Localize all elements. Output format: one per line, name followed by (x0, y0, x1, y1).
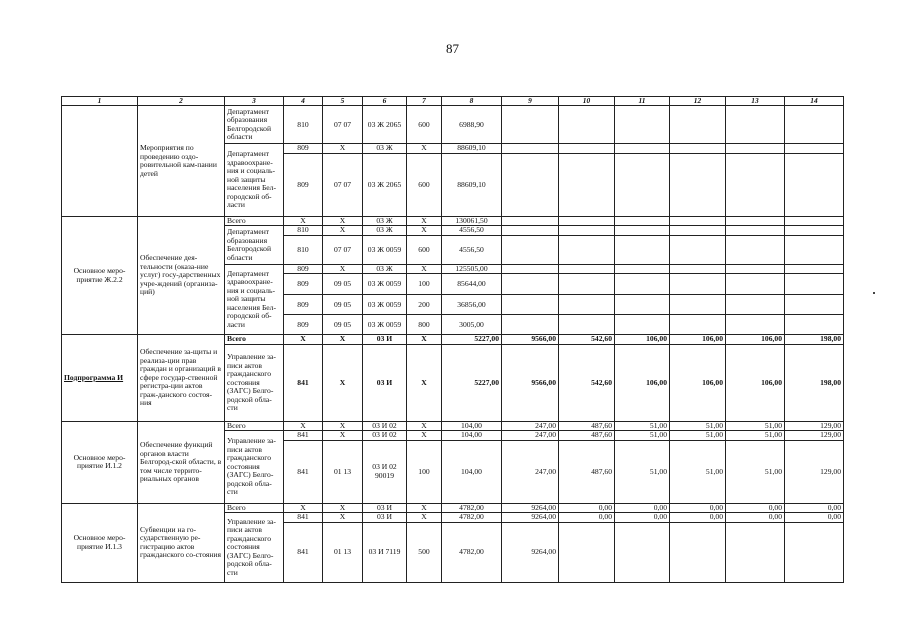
row-code-cell: 03 И (363, 335, 407, 345)
row-code-cell: X (407, 503, 442, 513)
row-value-cell (615, 274, 670, 295)
row-value-cell (559, 295, 615, 315)
row-org-cell: Департамент образования Белгородской области (225, 226, 284, 265)
row-value-cell: 51,00 (670, 431, 726, 441)
header-cell: 11 (615, 97, 670, 106)
row-value-cell (785, 235, 844, 264)
row-value-cell: 198,00 (785, 335, 844, 345)
row-code-cell: 03 И (363, 513, 407, 523)
row-code-cell: 09 05 (323, 274, 363, 295)
row-org-cell: Всего (225, 421, 284, 431)
row-code-cell: 200 (407, 295, 442, 315)
row-value-cell (726, 522, 785, 582)
row-value-cell: 129,00 (785, 431, 844, 441)
row-value-cell: 106,00 (726, 344, 785, 421)
row-value-cell (502, 274, 559, 295)
header-cell: 8 (442, 97, 502, 106)
row-value-cell (615, 264, 670, 274)
row-value-cell (726, 295, 785, 315)
row-value-cell: 5227,00 (442, 344, 502, 421)
row-code-cell: 500 (407, 522, 442, 582)
row-value-cell (785, 144, 844, 154)
row-value-cell: 51,00 (615, 431, 670, 441)
row-value-cell: 487,60 (559, 431, 615, 441)
row-value-cell (559, 315, 615, 335)
row-value-cell (726, 235, 785, 264)
row-code-cell: X (323, 431, 363, 441)
row-section-cell (62, 106, 138, 217)
row-value-cell: 0,00 (615, 503, 670, 513)
row-value-cell: 4556,50 (442, 226, 502, 236)
row-value-cell: 0,00 (559, 513, 615, 523)
row-code-cell: 03 И 02 (363, 431, 407, 441)
row-code-cell: 03 Ж 0059 (363, 274, 407, 295)
row-code-cell: X (284, 503, 323, 513)
row-value-cell (670, 274, 726, 295)
row-org-cell: Всего (225, 335, 284, 345)
row-value-cell (502, 295, 559, 315)
row-org-cell: Всего (225, 503, 284, 513)
row-code-cell: X (407, 144, 442, 154)
row-value-cell (615, 226, 670, 236)
row-code-cell: X (323, 264, 363, 274)
header-cell: 13 (726, 97, 785, 106)
row-value-cell: 51,00 (726, 421, 785, 431)
row-code-cell: X (323, 335, 363, 345)
row-value-cell (559, 274, 615, 295)
row-code-cell: X (407, 226, 442, 236)
row-code-cell: X (323, 513, 363, 523)
row-measure-cell: Мероприятия по проведению оздо-ровительной кам-пании детей (138, 106, 225, 217)
row-value-cell: 9264,00 (502, 522, 559, 582)
row-value-cell: 9566,00 (502, 335, 559, 345)
row-value-cell: 106,00 (670, 335, 726, 345)
row-value-cell: 4782,00 (442, 503, 502, 513)
row-value-cell: 0,00 (785, 513, 844, 523)
row-value-cell (559, 144, 615, 154)
row-code-cell: X (323, 421, 363, 431)
row-value-cell (559, 522, 615, 582)
row-code-cell: 03 И 02 (363, 421, 407, 431)
row-value-cell: 247,00 (502, 440, 559, 503)
row-code-cell: 841 (284, 513, 323, 523)
row-code-cell: 03 И (363, 503, 407, 513)
row-value-cell: 104,00 (442, 431, 502, 441)
row-code-cell: 03 И (363, 344, 407, 421)
row-value-cell: 51,00 (670, 440, 726, 503)
row-org-cell: Управление за-писи актов гражданского состояния (ЗАГС) Белго-родской обла-сти (225, 513, 284, 583)
header-cell: 5 (323, 97, 363, 106)
row-value-cell (785, 106, 844, 144)
row-code-cell: 03 Ж 2065 (363, 106, 407, 144)
row-code-cell: 600 (407, 153, 442, 216)
row-value-cell (502, 264, 559, 274)
row-code-cell: 09 05 (323, 315, 363, 335)
row-section-cell: Основное меро-приятие И.1.3 (62, 503, 138, 582)
row-code-cell: X (407, 264, 442, 274)
row-measure-cell: Субвенции на го-сударственную ре-гистрацию актов гражданского со-стояния (138, 503, 225, 582)
row-value-cell: 88609,10 (442, 144, 502, 154)
header-cell: 12 (670, 97, 726, 106)
row-value-cell: 0,00 (670, 513, 726, 523)
header-cell: 3 (225, 97, 284, 106)
row-value-cell (726, 264, 785, 274)
row-code-cell: 810 (284, 106, 323, 144)
row-value-cell: 542,60 (559, 344, 615, 421)
row-value-cell: 487,60 (559, 440, 615, 503)
row-value-cell (502, 144, 559, 154)
row-value-cell (726, 315, 785, 335)
row-value-cell (670, 226, 726, 236)
row-value-cell (670, 235, 726, 264)
row-value-cell: 0,00 (670, 503, 726, 513)
row-code-cell: 03 Ж 2065 (363, 153, 407, 216)
row-code-cell: X (284, 421, 323, 431)
row-code-cell: 03 Ж (363, 226, 407, 236)
row-value-cell (670, 153, 726, 216)
row-value-cell: 542,60 (559, 335, 615, 345)
row-code-cell: 810 (284, 226, 323, 236)
row-value-cell: 9264,00 (502, 513, 559, 523)
row-code-cell: X (407, 513, 442, 523)
row-value-cell: 106,00 (670, 344, 726, 421)
header-row (62, 97, 844, 106)
row-value-cell: 85644,00 (442, 274, 502, 295)
row-code-cell: 03 Ж 0059 (363, 235, 407, 264)
scan-speck (873, 292, 875, 294)
row-value-cell (502, 315, 559, 335)
row-code-cell: X (323, 226, 363, 236)
row-code-cell: 841 (284, 344, 323, 421)
row-value-cell (726, 153, 785, 216)
row-value-cell: 4556,50 (442, 235, 502, 264)
row-code-cell: 03 Ж (363, 216, 407, 226)
row-value-cell (785, 522, 844, 582)
row-code-cell: 03 И 7119 (363, 522, 407, 582)
table-row (62, 106, 844, 144)
row-value-cell (615, 315, 670, 335)
row-org-cell: Управление за-писи актов гражданского состояния (ЗАГС) Белго-родской обла-сти (225, 431, 284, 504)
row-value-cell: 88609,10 (442, 153, 502, 216)
row-code-cell: 03 Ж (363, 264, 407, 274)
row-code-cell: 03 Ж 0059 (363, 295, 407, 315)
row-code-cell: X (323, 344, 363, 421)
row-value-cell: 129,00 (785, 440, 844, 503)
row-section-cell: Основное меро-приятие Ж.2.2 (62, 216, 138, 335)
row-value-cell: 51,00 (726, 440, 785, 503)
row-value-cell (559, 216, 615, 226)
row-value-cell: 247,00 (502, 431, 559, 441)
row-value-cell (726, 216, 785, 226)
row-value-cell: 3005,00 (442, 315, 502, 335)
table-row (62, 503, 844, 513)
row-code-cell: 809 (284, 144, 323, 154)
row-value-cell (559, 226, 615, 236)
row-value-cell (615, 153, 670, 216)
row-code-cell: 809 (284, 274, 323, 295)
row-value-cell (502, 106, 559, 144)
row-value-cell: 4782,00 (442, 522, 502, 582)
row-code-cell: 600 (407, 235, 442, 264)
row-value-cell (670, 144, 726, 154)
row-value-cell: 51,00 (670, 421, 726, 431)
row-value-cell (670, 315, 726, 335)
row-code-cell: 100 (407, 440, 442, 503)
row-code-cell: 841 (284, 440, 323, 503)
row-value-cell: 487,60 (559, 421, 615, 431)
row-code-cell: 809 (284, 295, 323, 315)
row-code-cell: 01 13 (323, 522, 363, 582)
row-value-cell: 5227,00 (442, 335, 502, 345)
row-value-cell: 104,00 (442, 421, 502, 431)
row-code-cell: 810 (284, 235, 323, 264)
row-code-cell: 809 (284, 153, 323, 216)
row-code-cell: X (407, 216, 442, 226)
row-code-cell: 809 (284, 264, 323, 274)
row-value-cell (785, 226, 844, 236)
header-cell: 10 (559, 97, 615, 106)
table-row (62, 421, 844, 431)
row-value-cell: 4782,00 (442, 513, 502, 523)
row-value-cell: 106,00 (615, 335, 670, 345)
row-value-cell (559, 264, 615, 274)
row-section-cell: Основное меро-приятие И.1.2 (62, 421, 138, 503)
row-value-cell: 9566,00 (502, 344, 559, 421)
row-value-cell (726, 226, 785, 236)
row-code-cell: X (323, 503, 363, 513)
row-value-cell (615, 216, 670, 226)
row-org-cell: Управление за-писи актов гражданского состояния (ЗАГС) Белго-родской обла-сти (225, 344, 284, 421)
row-value-cell (615, 522, 670, 582)
header-cell: 7 (407, 97, 442, 106)
row-code-cell: 03 И 02 90019 (363, 440, 407, 503)
header-cell: 4 (284, 97, 323, 106)
row-measure-cell: Обеспечение дея-тельности (оказа-ние услуг) госу-дарственных учре-ждений (организа-ций) (138, 216, 225, 335)
row-value-cell (670, 106, 726, 144)
row-value-cell: 129,00 (785, 421, 844, 431)
row-value-cell (670, 216, 726, 226)
row-value-cell (785, 153, 844, 216)
row-value-cell (785, 274, 844, 295)
row-value-cell (726, 106, 785, 144)
row-value-cell: 198,00 (785, 344, 844, 421)
row-code-cell: X (323, 144, 363, 154)
row-value-cell: 51,00 (615, 421, 670, 431)
header-cell: 14 (785, 97, 844, 106)
row-code-cell: 841 (284, 431, 323, 441)
row-org-cell: Департамент здравоохране-ния и социаль-ной защиты населения Бел-городской об-ласти (225, 264, 284, 335)
row-measure-cell: Обеспечение за-щиты и реализа-ции прав граждан и организаций в сфере государ-ственной регистра-ции актов граж-данского состоя-ния (138, 335, 225, 422)
row-value-cell: 125505,00 (442, 264, 502, 274)
table-row (62, 335, 844, 345)
header-cell: 2 (138, 97, 225, 106)
row-value-cell: 0,00 (726, 503, 785, 513)
row-org-cell: Департамент образования Белгородской области (225, 106, 284, 144)
row-value-cell (670, 522, 726, 582)
row-value-cell (502, 153, 559, 216)
row-value-cell (785, 216, 844, 226)
row-value-cell (615, 106, 670, 144)
row-section-cell: Подпрограмма И (62, 335, 138, 422)
row-value-cell: 130061,50 (442, 216, 502, 226)
row-code-cell: 03 Ж (363, 144, 407, 154)
row-value-cell: 247,00 (502, 421, 559, 431)
row-value-cell: 51,00 (615, 440, 670, 503)
row-code-cell: 07 07 (323, 235, 363, 264)
row-value-cell: 104,00 (442, 440, 502, 503)
budget-table (61, 96, 844, 583)
row-value-cell: 0,00 (615, 513, 670, 523)
header-cell: 1 (62, 97, 138, 106)
row-code-cell: X (284, 216, 323, 226)
row-value-cell (670, 264, 726, 274)
row-value-cell: 6988,90 (442, 106, 502, 144)
row-value-cell (785, 315, 844, 335)
row-value-cell (726, 274, 785, 295)
row-value-cell: 9264,00 (502, 503, 559, 513)
row-value-cell: 51,00 (726, 431, 785, 441)
row-code-cell: 07 07 (323, 153, 363, 216)
page-number: 87 (446, 41, 459, 56)
row-value-cell (615, 144, 670, 154)
row-value-cell (615, 235, 670, 264)
row-code-cell: 01 13 (323, 440, 363, 503)
row-code-cell: 07 07 (323, 106, 363, 144)
row-org-cell: Департамент здравоохране-ния и социаль-ной защиты населения Бел-городской об-ласти (225, 144, 284, 217)
header-cell: 9 (502, 97, 559, 106)
row-value-cell: 106,00 (615, 344, 670, 421)
row-value-cell (502, 226, 559, 236)
row-code-cell: 09 05 (323, 295, 363, 315)
row-value-cell (559, 235, 615, 264)
row-value-cell (785, 295, 844, 315)
row-code-cell: 841 (284, 522, 323, 582)
row-value-cell (785, 264, 844, 274)
row-code-cell: 809 (284, 315, 323, 335)
row-code-cell: X (407, 421, 442, 431)
row-value-cell (615, 295, 670, 315)
row-value-cell: 0,00 (785, 503, 844, 513)
row-value-cell: 0,00 (559, 503, 615, 513)
row-value-cell (559, 106, 615, 144)
row-code-cell: X (323, 216, 363, 226)
row-code-cell: X (407, 431, 442, 441)
row-code-cell: 600 (407, 106, 442, 144)
row-code-cell: X (284, 335, 323, 345)
row-code-cell: 100 (407, 274, 442, 295)
row-code-cell: 800 (407, 315, 442, 335)
row-code-cell: X (407, 335, 442, 345)
row-value-cell (726, 144, 785, 154)
row-value-cell: 36856,00 (442, 295, 502, 315)
row-org-cell: Всего (225, 216, 284, 226)
row-value-cell: 0,00 (726, 513, 785, 523)
row-measure-cell: Обеспечение функций органов власти Белгород-ской области, в том числе террито-риальных органов (138, 421, 225, 503)
row-code-cell: 03 Ж 0059 (363, 315, 407, 335)
header-cell: 6 (363, 97, 407, 106)
row-value-cell (670, 295, 726, 315)
row-value-cell (502, 235, 559, 264)
row-value-cell (502, 216, 559, 226)
row-code-cell: X (407, 344, 442, 421)
table-row (62, 216, 844, 226)
row-value-cell (559, 153, 615, 216)
row-value-cell: 106,00 (726, 335, 785, 345)
